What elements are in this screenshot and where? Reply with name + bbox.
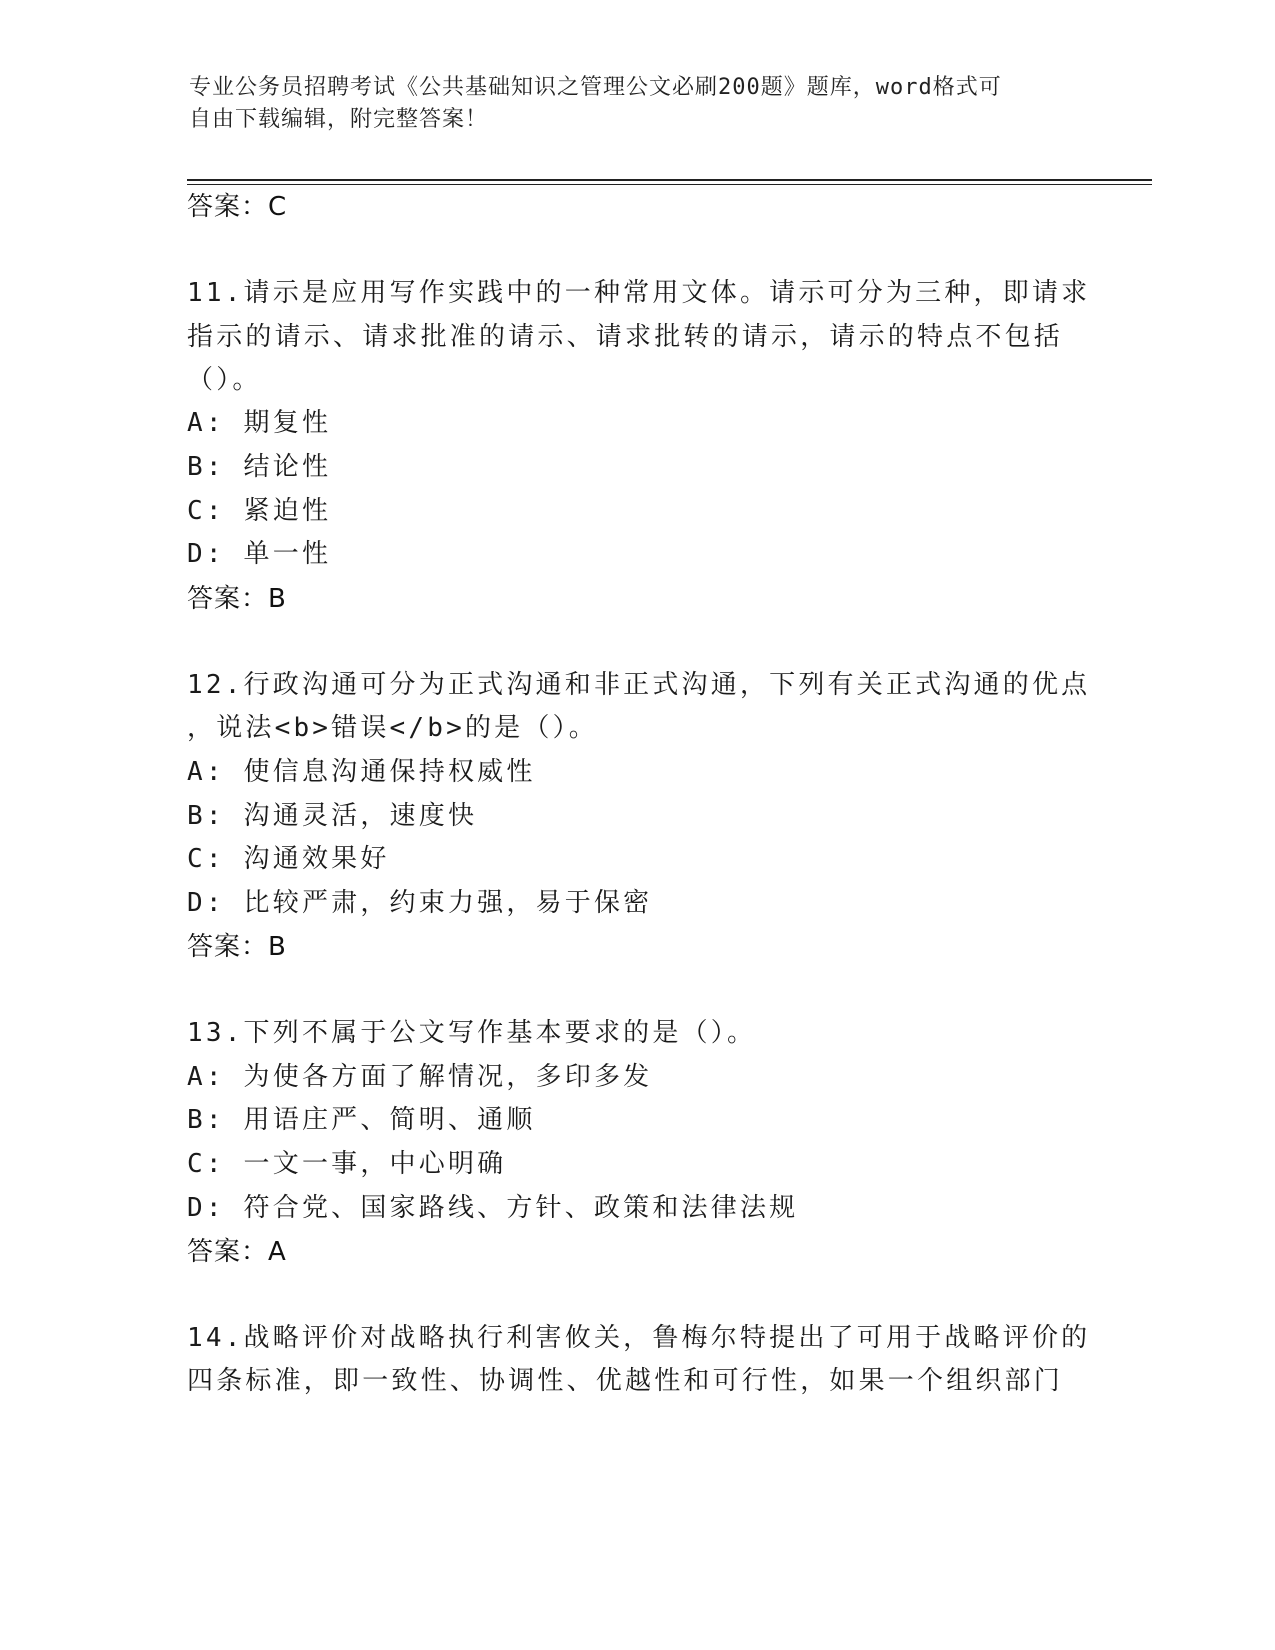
document-header	[189, 72, 1069, 136]
header-line-1: 专业公务员招聘考试《公共基础知识之管理公文必刷200题》题库，word格式可	[189, 75, 1002, 100]
header-divider-thick	[187, 179, 1152, 181]
question-11-option-b: B: 结论性	[187, 452, 332, 482]
question-11-answer: 答案：B	[187, 584, 287, 614]
question-11-option-d: D: 单一性	[187, 539, 332, 569]
question-12-answer: 答案：B	[187, 932, 287, 962]
question-12-option-c: C: 沟通效果好	[187, 844, 390, 874]
question-12-text-line-2: ，说法<b>错误</b>的是（）。	[187, 713, 598, 743]
answer-previous: 答案：C	[187, 192, 288, 222]
question-11-text-line-1: 11.请示是应用写作实践中的一种常用文体。请示可分为三种，即请求	[187, 278, 1091, 308]
question-13-option-b: B: 用语庄严、简明、通顺	[187, 1105, 536, 1135]
question-13-text-line-1: 13.下列不属于公文写作基本要求的是（）。	[187, 1018, 757, 1048]
question-11-option-c: C: 紧迫性	[187, 496, 332, 526]
question-13-answer: 答案：A	[187, 1237, 287, 1267]
question-14-text-line-1: 14.战略评价对战略执行利害攸关，鲁梅尔特提出了可用于战略评价的	[187, 1323, 1091, 1353]
question-12-option-a: A: 使信息沟通保持权威性	[187, 757, 536, 787]
question-13-option-c: C: 一文一事，中心明确	[187, 1149, 507, 1179]
question-11-text-line-3: （）。	[187, 365, 262, 395]
question-11-text-line-2: 指示的请示、请求批准的请示、请求批转的请示，请示的特点不包括	[187, 322, 1064, 352]
header-divider-thin	[187, 184, 1152, 185]
question-14-text-line-2: 四条标准，即一致性、协调性、优越性和可行性，如果一个组织部门	[187, 1366, 1064, 1396]
question-12-text-line-1: 12.行政沟通可分为正式沟通和非正式沟通，下列有关正式沟通的优点	[187, 670, 1091, 700]
question-12-option-b: B: 沟通灵活，速度快	[187, 801, 478, 831]
header-line-2: 自由下载编辑，附完整答案！	[189, 107, 489, 132]
question-11-option-a: A: 期复性	[187, 408, 332, 438]
question-12-option-d: D: 比较严肃，约束力强，易于保密	[187, 888, 653, 918]
question-13-option-d: D: 符合党、国家路线、方针、政策和法律法规	[187, 1193, 799, 1223]
question-13-option-a: A: 为使各方面了解情况，多印多发	[187, 1062, 653, 1092]
